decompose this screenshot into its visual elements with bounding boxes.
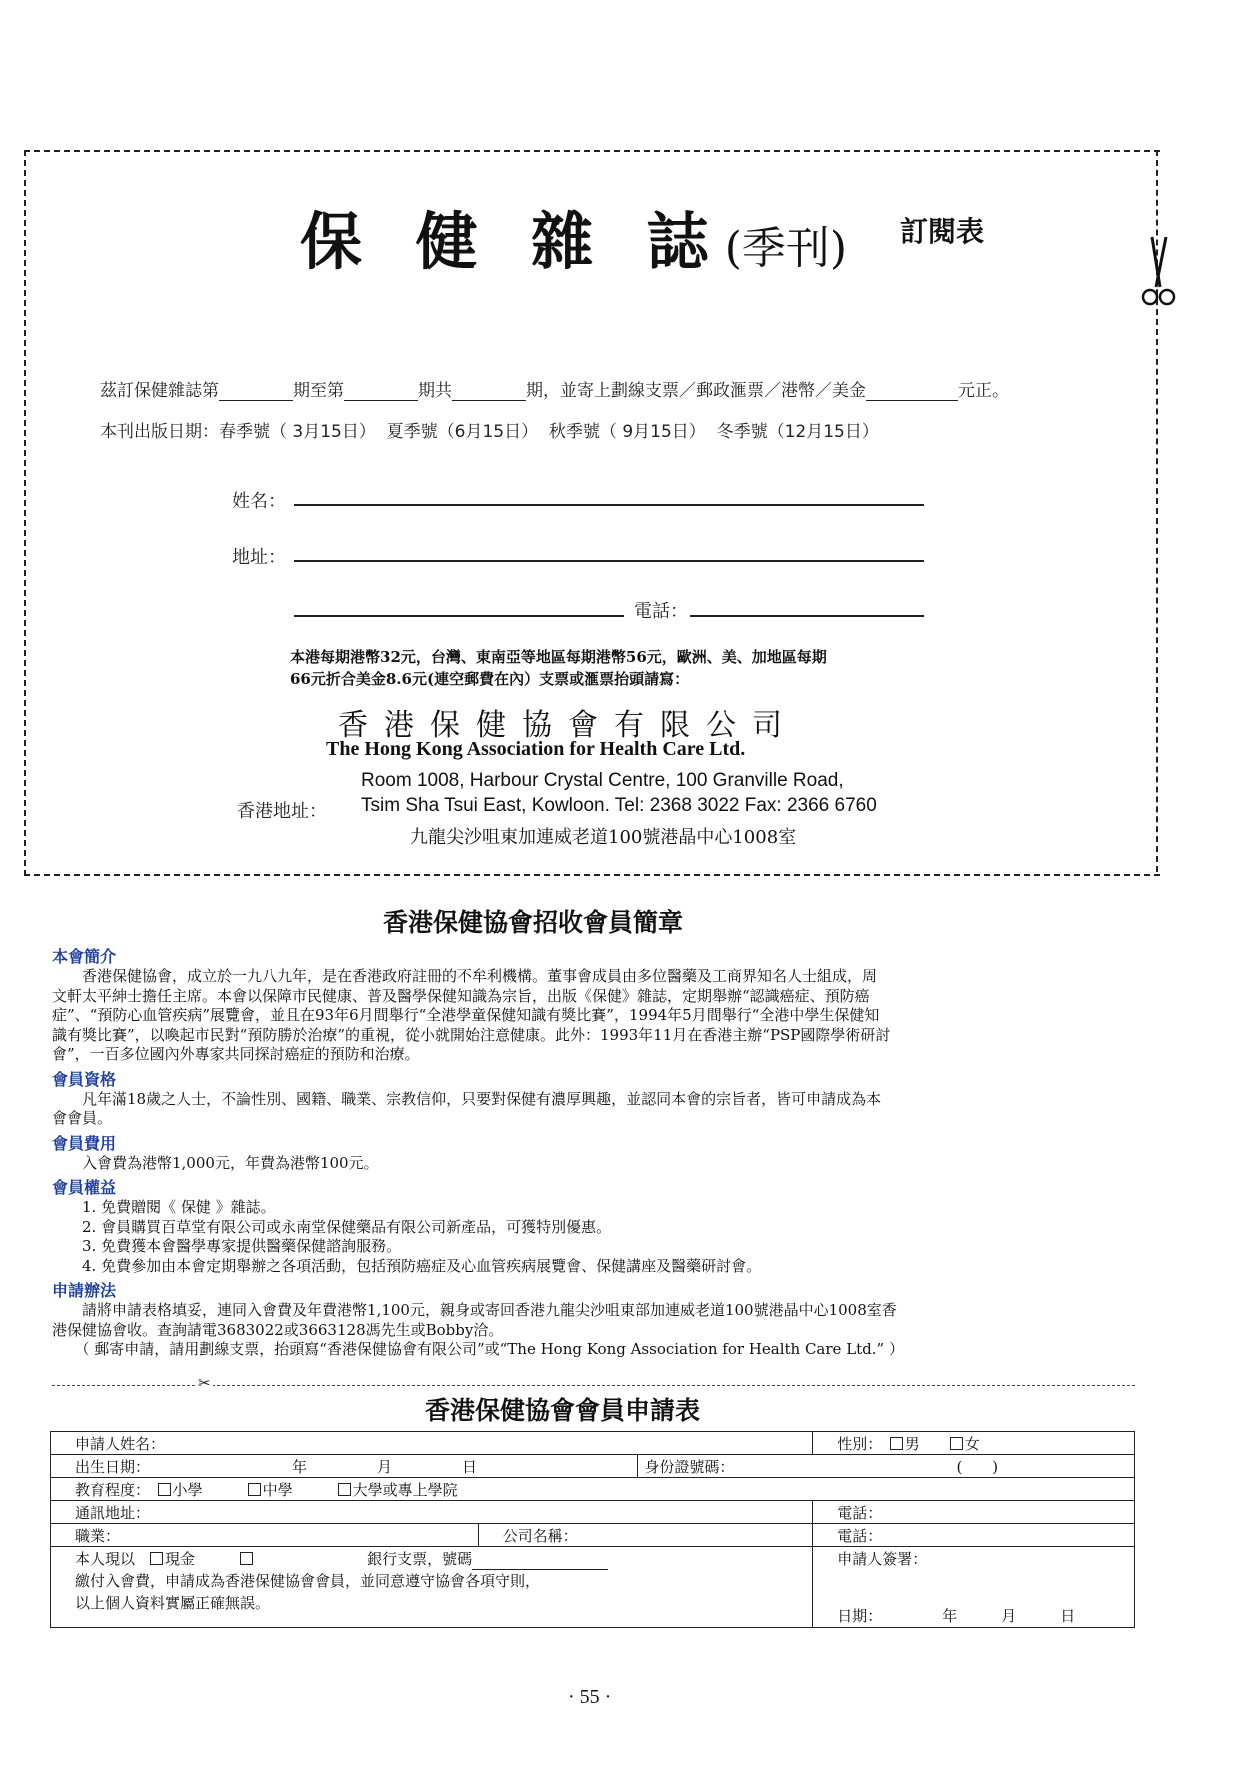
- application-title: 香港保健協會會員申請表: [425, 1396, 701, 1425]
- date-label: 日期：: [837, 1607, 883, 1625]
- section-line: 3. 免費獲本會醫學專家提供醫藥保健諮詢服務。: [52, 1237, 402, 1255]
- male-checkbox[interactable]: [890, 1437, 903, 1450]
- section-heading-benefits: 會員權益: [52, 1178, 117, 1197]
- issue-count-field[interactable]: [452, 382, 526, 401]
- id-number-field[interactable]: [638, 1455, 1135, 1478]
- dob-field[interactable]: [51, 1455, 638, 1478]
- small-scissors-icon: ✂: [198, 1374, 211, 1392]
- education-label: 教育程度：: [75, 1481, 143, 1499]
- section-heading-fees: 會員費用: [52, 1133, 117, 1153]
- female-checkbox[interactable]: [950, 1437, 963, 1450]
- magazine-title: 保 健 雜 誌: [300, 205, 725, 278]
- form-row-payment: [51, 1547, 1135, 1628]
- applicant-name-field[interactable]: [51, 1432, 813, 1455]
- address-label: 地址：: [232, 547, 286, 568]
- order-text-2: 期至第: [293, 381, 344, 401]
- section-line: 請將申請表格填妥，連同入會費及年費港幣1,100元，親身或寄回香港九龍尖沙咀東部加連威老道100號港晶中心1008室香: [52, 1301, 897, 1319]
- phone-field-home[interactable]: [813, 1501, 1135, 1524]
- section-heading-eligibility: 會員資格: [52, 1069, 117, 1089]
- hk-address-label: 香港地址：: [237, 801, 327, 822]
- application-form: [50, 1431, 1135, 1628]
- section-line: 入會費為港幣1,000元，年費為港幣100元。: [52, 1153, 379, 1172]
- form-row-occupation: [51, 1524, 1135, 1547]
- primary-label: 小學: [172, 1481, 203, 1499]
- sex-label: 性別：: [837, 1435, 875, 1453]
- year-label: 年: [292, 1458, 308, 1476]
- order-text-3: 期共: [418, 381, 452, 401]
- issue-from-field[interactable]: [219, 382, 293, 401]
- female-label: 女: [964, 1435, 980, 1453]
- day-label: 日: [462, 1458, 478, 1476]
- payment-text-3: 以上個人資料實屬正確無誤。: [75, 1594, 271, 1612]
- section-line: （ 郵寄申請，請用劃線支票，抬頭寫“香港保健協會有限公司”或“The Hong Kong Association for Health Care Ltd.” ）: [52, 1340, 904, 1358]
- education-field: [51, 1478, 1135, 1501]
- page-number: · 55 ·: [568, 1686, 612, 1708]
- company-field[interactable]: [478, 1524, 813, 1547]
- form-address-label: 通訊地址：: [75, 1504, 151, 1522]
- section-line: 1. 免費贈閱《 保健 》雜誌。: [52, 1198, 276, 1216]
- address-en-2: Tsim Sha Tsui East, Kowloon. Tel: 2368 3022 Fax: 2366 6760: [361, 795, 877, 816]
- section-heading-intro: 本會簡介: [52, 947, 117, 966]
- form-row-dob: [51, 1455, 1135, 1478]
- sign-day-label: 日: [1060, 1607, 1076, 1625]
- month-label: 月: [377, 1458, 393, 1476]
- address-en-1: Room 1008, Harbour Crystal Centre, 100 Granville Road,: [361, 770, 844, 791]
- section-line: 4. 免費參加由本會定期舉辦之各項活動，包括預防癌症及心血管疾病展覽會、保健講座及醫藥研討會。: [52, 1256, 762, 1275]
- office-phone-label: 電話：: [837, 1527, 883, 1545]
- secondary-checkbox[interactable]: [248, 1483, 261, 1496]
- phone-field[interactable]: [690, 615, 924, 617]
- signature-date: [837, 1605, 1075, 1626]
- scissors-icon: [1138, 235, 1178, 315]
- section-line: 文軒太平紳士擔任主席。本會以保障市民健康、普及醫學保健知識為宗旨，出版《保健》雜誌，定期舉辦“認識癌症、預防癌: [52, 986, 870, 1005]
- section-line: 症”、“預防心血管疾病”展覽會，並且在93年6月間舉行“全港學童保健知識有獎比賽”，1994年5月間舉行“全港中學生保健知: [52, 1006, 880, 1024]
- id-number-label: 身份證號碼：: [644, 1458, 735, 1476]
- occupation-label: 職業：: [75, 1527, 121, 1545]
- payment-field: [51, 1547, 813, 1628]
- cut-line: [52, 1385, 1135, 1386]
- order-line: [100, 376, 1009, 401]
- applicant-name-label: 申請人姓名：: [75, 1435, 166, 1453]
- dob-label: 出生日期：: [75, 1458, 151, 1476]
- org-name-zh: 香港保健協會有限公司: [338, 708, 798, 743]
- sign-month-label: 月: [1001, 1607, 1017, 1625]
- address-field-2[interactable]: [294, 615, 624, 617]
- fee-line-2: 66元折合美金8.6元(連空郵費在內）支票或滙票抬頭請寫：: [290, 670, 690, 688]
- order-text-1: 茲訂保健雜誌第: [100, 381, 219, 401]
- form-row-education: [51, 1478, 1135, 1501]
- form-row-name: [51, 1432, 1135, 1455]
- issue-to-field[interactable]: [344, 382, 418, 401]
- address-field-form[interactable]: [51, 1501, 813, 1524]
- phone-field-office[interactable]: [813, 1524, 1135, 1547]
- fee-line-1: 本港每期港幣32元，台灣、東南亞等地區每期港幣56元，歐洲、美、加地區每期: [290, 648, 827, 666]
- recruit-title: 香港保健協會招收會員簡章: [383, 908, 684, 937]
- coupon-title: [300, 192, 847, 281]
- quarterly-label: (季刊): [724, 223, 848, 274]
- amount-field[interactable]: [866, 382, 958, 401]
- signature-field[interactable]: [813, 1547, 1135, 1628]
- id-check-digit: ( ): [956, 1458, 999, 1476]
- recruit-body: [52, 944, 1137, 1360]
- tertiary-checkbox[interactable]: [338, 1483, 351, 1496]
- cheque-label: 銀行支票，號碼: [367, 1550, 473, 1568]
- section-line: 2. 會員購買百草堂有限公司或永南堂保健藥品有限公司新產品，可獲特別優惠。: [52, 1217, 612, 1236]
- sex-field[interactable]: [813, 1432, 1135, 1455]
- form-row-address: [51, 1501, 1135, 1524]
- secondary-label: 中學: [262, 1481, 293, 1499]
- section-line: 港保健協會收。查詢請電3683022或3663128馮先生或Bobby洽。: [52, 1320, 504, 1339]
- section-line: 識有獎比賽”，以喚起市民對“預防勝於治療”的重視，從小就開始注意健康。此外：1993年11月在香港主辦“PSP國際學術研討: [52, 1025, 891, 1044]
- tertiary-label: 大學或專上學院: [352, 1481, 458, 1499]
- address-zh: 九龍尖沙咀東加連威老道100號港晶中心1008室: [410, 827, 797, 848]
- order-text-5: 元正。: [958, 381, 1009, 401]
- signature-label: 申請人簽署：: [837, 1550, 928, 1568]
- payment-text-2: 繳付入會費，申請成為香港保健協會會員，並同意遵守協會各項守則，: [75, 1572, 541, 1590]
- form-title: 訂閱表: [900, 215, 985, 248]
- publish-dates: 本刊出版日期：春季號（ 3月15日） 夏季號（6月15日） 秋季號（ 9月15日） 冬季號（12月15日）: [100, 422, 879, 442]
- org-name-en: The Hong Kong Association for Health Care Ltd.: [326, 738, 746, 760]
- section-heading-apply: 申請辦法: [52, 1281, 117, 1300]
- sign-year-label: 年: [942, 1607, 958, 1625]
- occupation-field[interactable]: [51, 1524, 479, 1547]
- section-line: 香港保健協會，成立於一九八九年，是在香港政府註冊的不牟利機構。董事會成員由多位醫藥及工商界知名人士組成，周: [52, 967, 878, 985]
- company-label: 公司名稱：: [502, 1527, 578, 1545]
- phone-label: 電話：: [634, 601, 688, 622]
- name-field[interactable]: [294, 504, 924, 506]
- cheque-number-field[interactable]: [472, 1553, 608, 1570]
- cash-checkbox[interactable]: [150, 1552, 163, 1565]
- male-label: 男: [904, 1435, 920, 1453]
- section-line: 會會員。: [52, 1109, 113, 1127]
- order-text-4: 期，並寄上劃線支票／郵政滙票／港幣／美金: [526, 381, 866, 401]
- section-line: 會”，一百多位國內外專家共同探討癌症的預防和治療。: [52, 1045, 420, 1063]
- cheque-checkbox[interactable]: [240, 1552, 253, 1565]
- name-label: 姓名：: [232, 491, 286, 512]
- payment-text-1: 本人現以: [75, 1550, 136, 1568]
- address-field[interactable]: [294, 560, 924, 562]
- home-phone-label: 電話：: [837, 1504, 883, 1522]
- section-line: 凡年滿18歲之人士，不論性別、國籍、職業、宗教信仰，只要對保健有濃厚興趣，並認同本會的宗旨者，皆可申請成為本: [52, 1089, 882, 1108]
- cash-label: 現金: [165, 1550, 196, 1568]
- primary-checkbox[interactable]: [158, 1483, 171, 1496]
